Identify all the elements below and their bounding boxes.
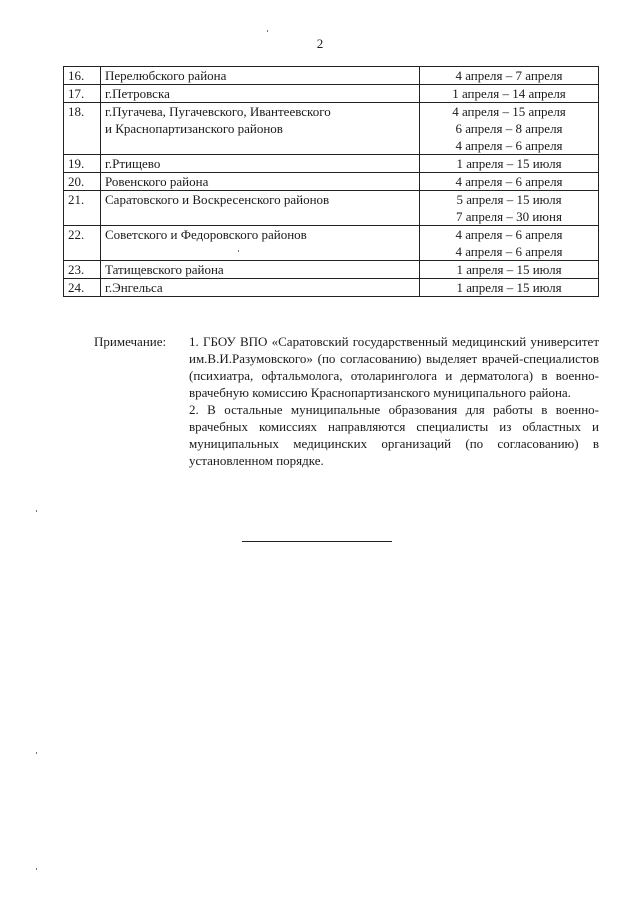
scan-speck — [36, 868, 37, 870]
date-range — [420, 191, 599, 226]
date-range — [420, 173, 599, 191]
date-range-line: 6 апреля – 8 апреля — [455, 121, 563, 136]
date-range — [420, 261, 599, 279]
row-number: 22. — [64, 226, 101, 261]
date-range — [420, 155, 599, 173]
note-label: Примечание: — [94, 334, 167, 349]
row-number: 17. — [64, 85, 101, 103]
date-range — [420, 279, 599, 297]
district-name — [101, 191, 420, 226]
district-name-line: Саратовского и Воскресенского районов — [105, 192, 330, 207]
date-range-line: 5 апреля – 15 июля — [456, 192, 562, 207]
district-name-line: Советского и Федоровского районов — [105, 227, 307, 242]
district-name — [101, 103, 420, 155]
note-body — [189, 333, 599, 469]
scan-speck — [36, 752, 37, 754]
district-name — [101, 173, 420, 191]
row-number: 19. — [64, 155, 101, 173]
row-number: 21. — [64, 191, 101, 226]
district-name — [101, 85, 420, 103]
district-name — [101, 279, 420, 297]
date-range-line: 4 апреля – 6 апреля — [455, 227, 563, 242]
district-name-line: Перелюбского района — [105, 68, 227, 83]
scan-speck — [267, 30, 268, 32]
page-number: 2 — [316, 36, 324, 51]
date-range-line: 4 апреля – 7 апреля — [455, 68, 563, 83]
date-range-line: 4 апреля – 6 апреля — [455, 244, 563, 259]
date-range — [420, 85, 599, 103]
note-item-1: 1. ГБОУ ВПО «Саратовский государственный медицинский университет им.В.И.Разумовского» (по согласованию) выделяет врачей-специалистов (психиатра, офтальмолога, отоларинголога и дерматолога) в военно-врачебную комиссию Краснопартизанского муниципального района. — [189, 334, 599, 400]
district-name-line: г.Пугачева, Пугачевского, Ивантеевского — [105, 104, 331, 119]
table-row — [64, 85, 599, 103]
district-name-line: г.Петровска — [105, 86, 170, 101]
row-number: 23. — [64, 261, 101, 279]
separator-line — [242, 541, 392, 542]
date-range-line: 1 апреля – 15 июля — [456, 262, 562, 277]
table-row — [64, 261, 599, 279]
date-range — [420, 226, 599, 261]
district-name — [101, 261, 420, 279]
district-name — [101, 155, 420, 173]
table-row — [64, 191, 599, 226]
date-range-line: 7 апреля – 30 июня — [456, 209, 562, 224]
scan-speck — [36, 510, 37, 512]
date-range-line: 1 апреля – 15 июля — [456, 156, 562, 171]
table-row — [64, 67, 599, 85]
date-range-line: 1 апреля – 15 июля — [456, 280, 562, 295]
date-range-line: 4 апреля – 6 апреля — [455, 174, 563, 189]
table-row — [64, 279, 599, 297]
district-name-line: и Краснопартизанского районов — [105, 121, 283, 136]
date-range-line: 4 апреля – 15 апреля — [452, 104, 566, 119]
table-row — [64, 155, 599, 173]
row-number: 20. — [64, 173, 101, 191]
district-name-line: г.Энгельса — [105, 280, 163, 295]
row-number: 24. — [64, 279, 101, 297]
district-name-line: Татищевского района — [105, 262, 224, 277]
district-name — [101, 226, 420, 261]
date-range — [420, 67, 599, 85]
table-row — [64, 103, 599, 155]
district-name-line: Ровенского района — [105, 174, 209, 189]
table-row — [64, 226, 599, 261]
date-range-line: 1 апреля – 14 апреля — [452, 86, 566, 101]
district-name — [101, 67, 420, 85]
district-name-line: г.Ртищево — [105, 156, 161, 171]
row-number: 16. — [64, 67, 101, 85]
table-row — [64, 173, 599, 191]
schedule-table — [63, 66, 599, 297]
date-range-line: 4 апреля – 6 апреля — [455, 138, 563, 153]
row-number: 18. — [64, 103, 101, 155]
note-item-2: 2. В остальные муниципальные образования для работы в военно-врачебных комиссиях направляются специалисты из областных и муниципальных медицинских организаций (по согласованию) в установленном порядке. — [189, 402, 599, 468]
scan-speck — [238, 250, 239, 252]
date-range — [420, 103, 599, 155]
